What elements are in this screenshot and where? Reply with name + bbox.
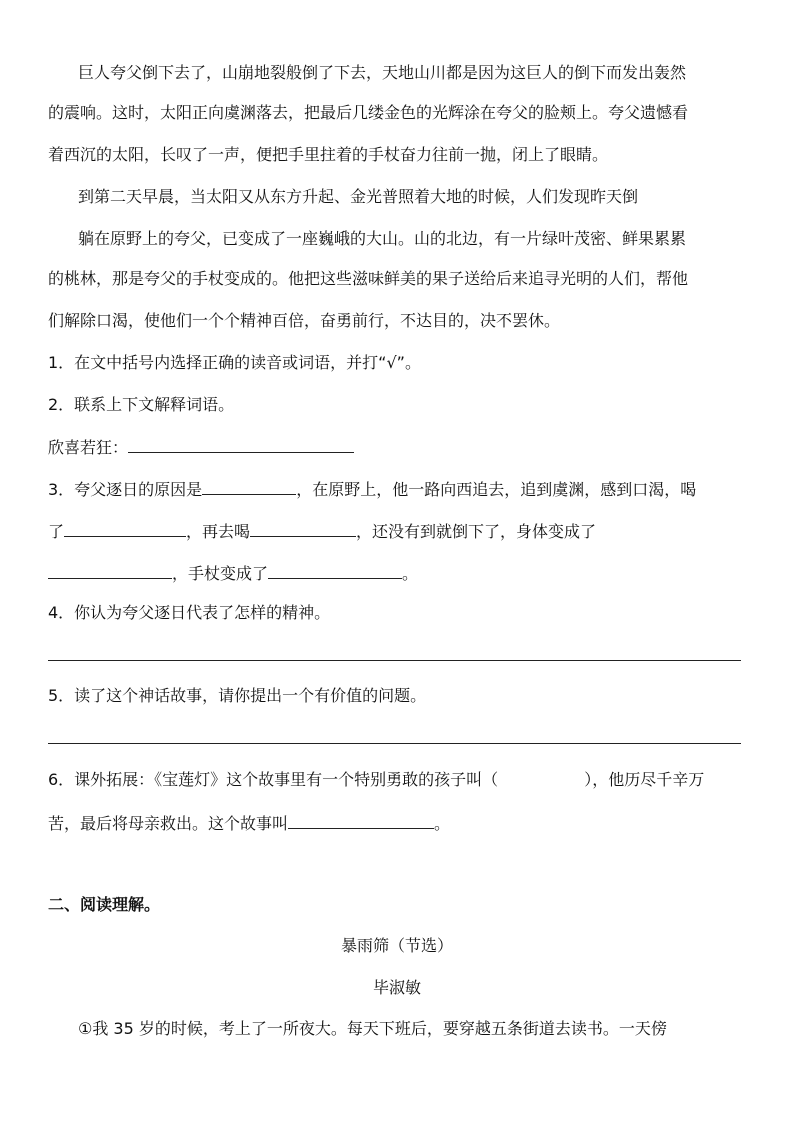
question-3-text-b: ，在原野上，他一路向西追去，追到虞渊，感到口渴，喝 bbox=[296, 480, 697, 499]
passage-paragraph-2-line-3: 的桃林，那是夸父的手杖变成的。他把这些滋味鲜美的果子送给后来追寻光明的人们，帮他 bbox=[48, 269, 689, 288]
question-3-text-a: 3．夸父逐日的原因是 bbox=[48, 480, 203, 499]
question-6-line-2 bbox=[48, 810, 450, 836]
question-6-text-b: ），他历尽千辛万 bbox=[584, 770, 705, 789]
question-3-text-c: 了 bbox=[48, 522, 65, 541]
question-2-term: 欣喜若狂： bbox=[48, 438, 129, 457]
answer-blank-go-drink[interactable] bbox=[250, 518, 356, 537]
question-3-line-1 bbox=[48, 476, 696, 502]
question-3-text-e: ，还没有到就倒下了，身体变成了 bbox=[356, 522, 597, 541]
question-5: 5．读了这个神话故事，请你提出一个有价值的问题。 bbox=[48, 686, 427, 705]
question-6-text-d: 。 bbox=[434, 814, 451, 833]
answer-blank-body-became[interactable] bbox=[48, 560, 172, 579]
answer-blank-story-name[interactable] bbox=[288, 810, 434, 829]
answer-line-question-4[interactable] bbox=[48, 660, 741, 661]
question-3-text-d: ，再去喝 bbox=[186, 522, 251, 541]
question-3-line-3 bbox=[48, 560, 418, 586]
answer-blank-staff-became[interactable] bbox=[268, 560, 402, 579]
section-2-heading: 二、阅读理解。 bbox=[48, 895, 161, 914]
reading-paragraph-1: ①我 35 岁的时候，考上了一所夜大。每天下班后，要穿越五条街道去读书。一天傍 bbox=[78, 1019, 667, 1038]
question-2-item bbox=[48, 434, 354, 460]
question-6-line-1 bbox=[48, 768, 704, 792]
answer-blank-xinxiruokuang[interactable] bbox=[128, 434, 354, 453]
answer-blank-drank[interactable] bbox=[64, 518, 186, 537]
answer-line-question-5[interactable] bbox=[48, 743, 741, 744]
question-6-text-a: 6．课外拓展：《宝莲灯》这个故事里有一个特别勇敢的孩子叫（ bbox=[48, 770, 499, 789]
question-1: 1．在文中括号内选择正确的读音或词语，并打“√”。 bbox=[48, 353, 421, 372]
passage-paragraph-1-line-3: 着西沉的太阳，长叹了一声，便把手里拄着的手杖奋力往前一抛，闭上了眼睛。 bbox=[48, 145, 609, 164]
passage-paragraph-2-line-1: 到第二天早晨，当太阳又从东方升起、金光普照着大地的时候，人们发现昨天倒 bbox=[78, 187, 639, 206]
reading-title: 暴雨筛（节选） bbox=[340, 936, 453, 955]
question-3-text-g: 。 bbox=[402, 564, 419, 583]
question-6-text-c: 苦，最后将母亲救出。这个故事叫 bbox=[48, 814, 289, 833]
passage-paragraph-2-line-4: 们解除口渴，使他们一个个精神百倍，奋勇前行，不达目的，决不罢休。 bbox=[48, 311, 561, 330]
question-4: 4．你认为夸父逐日代表了怎样的精神。 bbox=[48, 603, 331, 622]
reading-author: 毕淑敏 bbox=[372, 978, 421, 997]
passage-paragraph-2-line-2: 躺在原野上的夸父，已变成了一座巍峨的大山。山的北边，有一片绿叶茂密、鲜果累累 bbox=[78, 229, 687, 248]
question-3-text-f: ，手杖变成了 bbox=[172, 564, 269, 583]
passage-paragraph-1-line-1: 巨人夸父倒下去了，山崩地裂般倒了下去，天地山川都是因为这巨人的倒下而发出轰然 bbox=[78, 63, 687, 82]
question-2: 2．联系上下文解释词语。 bbox=[48, 395, 235, 414]
passage-paragraph-1-line-2: 的震响。这时，太阳正向虞渊落去，把最后几缕金色的光辉涂在夸父的脸颊上。夸父遗憾看 bbox=[48, 103, 689, 122]
question-3-line-2 bbox=[48, 518, 596, 544]
answer-blank-reason[interactable] bbox=[202, 476, 296, 495]
